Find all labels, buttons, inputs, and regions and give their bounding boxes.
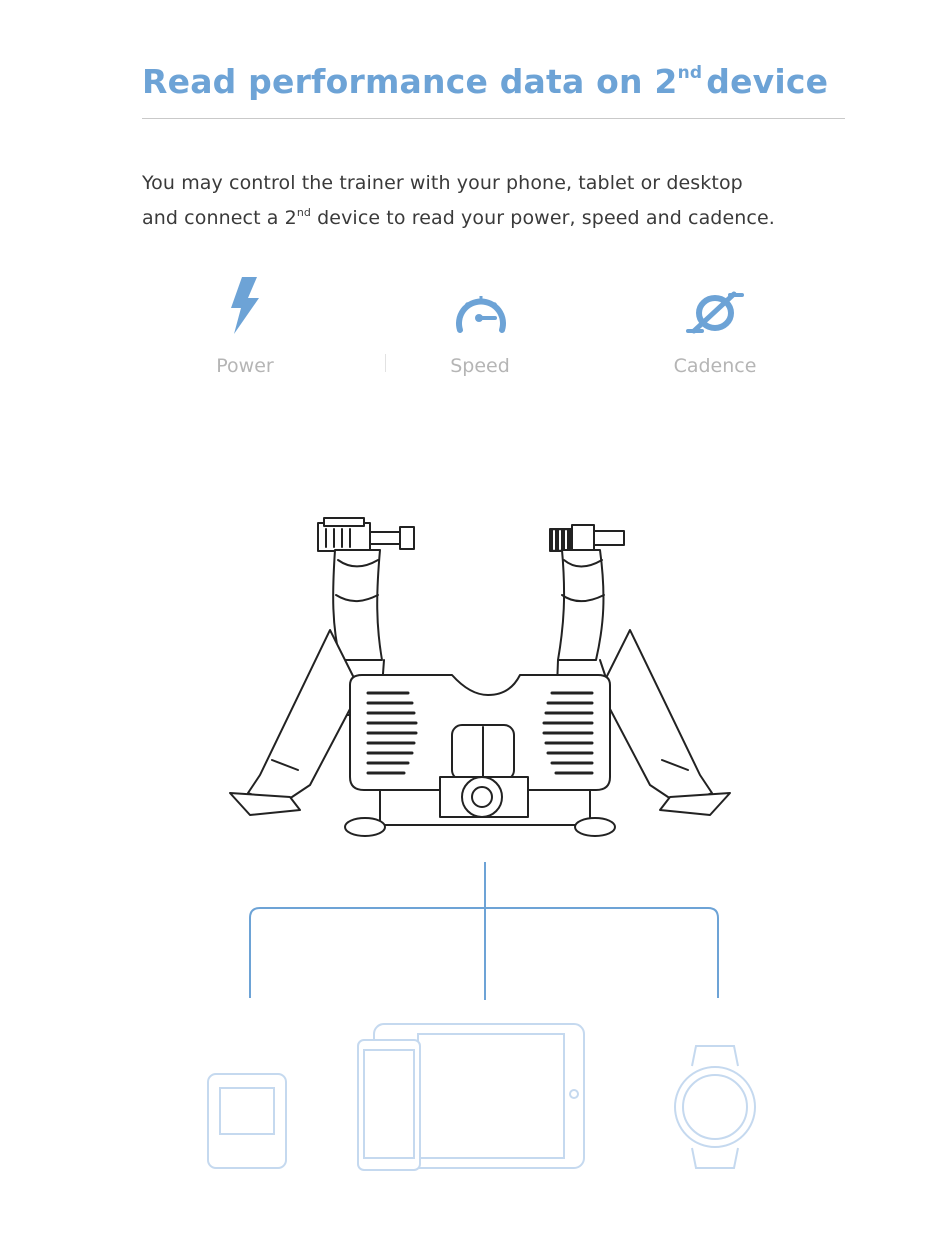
connection-diagram [240, 860, 730, 1005]
title-divider [142, 118, 845, 119]
speed-label: Speed [450, 355, 510, 377]
title-superscript: nd [677, 63, 703, 83]
intro-superscript: nd [296, 206, 311, 219]
intro-line-2-suffix: device to read your power, speed and cadence. [317, 207, 775, 229]
speedometer-icon [447, 286, 515, 336]
phone-tablet-icon [356, 1020, 588, 1172]
title-suffix: device [706, 62, 829, 101]
smartwatch-icon [672, 1044, 758, 1170]
lightning-bolt-icon [226, 276, 266, 336]
intro-paragraph [142, 166, 842, 236]
intro-line-2-prefix: and connect a 2 [142, 207, 297, 229]
title-prefix: Read performance data on 2 [142, 62, 678, 101]
bike-computer-icon [206, 1072, 288, 1170]
power-label: Power [216, 355, 274, 377]
label-divider [385, 354, 386, 372]
intro-line-1: You may control the trainer with your phone, tablet or desktop [142, 172, 743, 194]
cadence-crank-icon [680, 289, 746, 339]
trainer-illustration [220, 515, 740, 845]
page-title [142, 62, 828, 101]
cadence-label: Cadence [673, 355, 757, 377]
